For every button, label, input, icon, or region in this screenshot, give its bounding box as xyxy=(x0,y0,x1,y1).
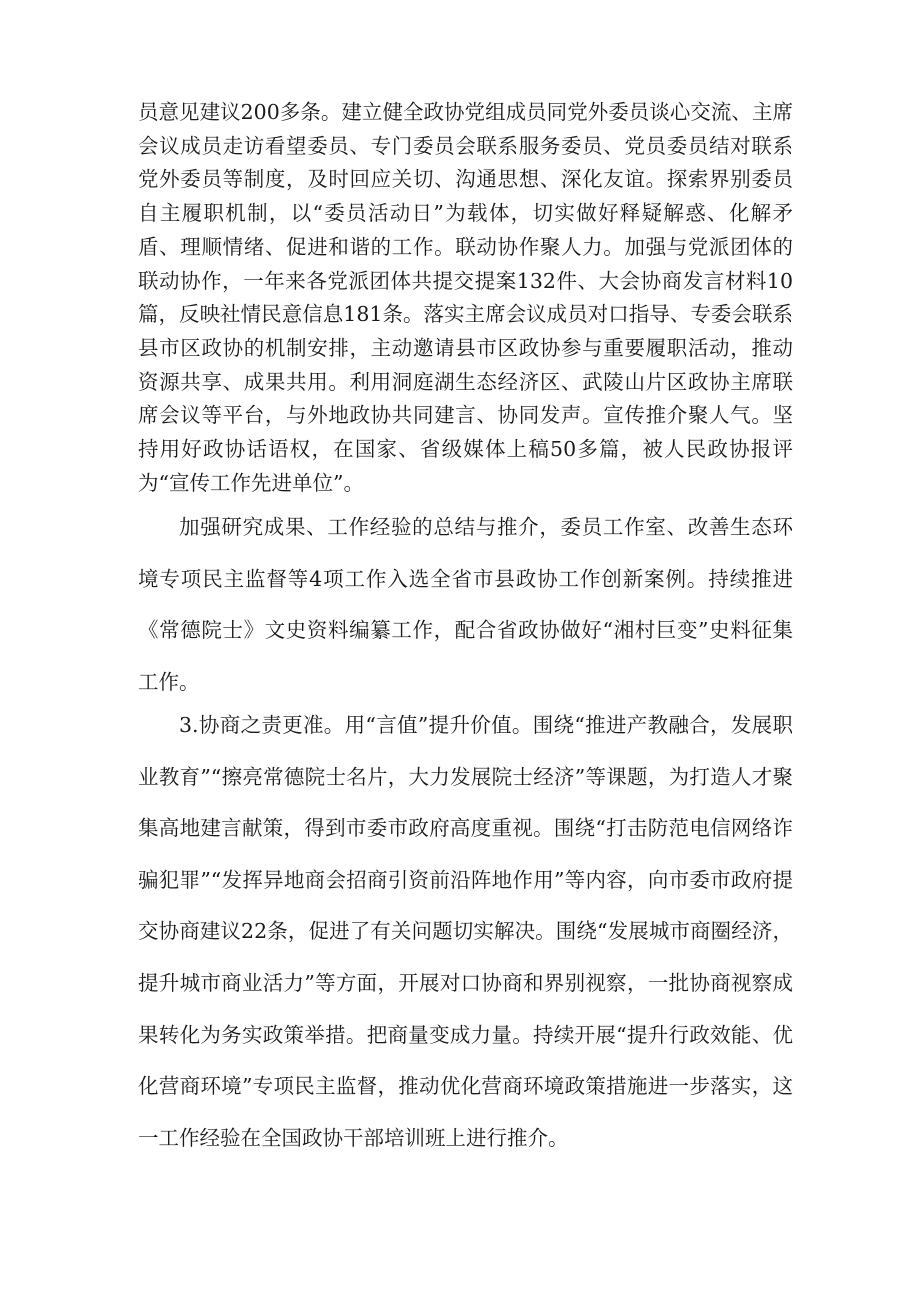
paragraph-research-summary: 加强研究成果、工作经验的总结与推介，委员工作室、改善生态环境专项民主监督等4项工作入选全省市县政协工作创新案例。持续推进《常德院士》文史资料编纂工作，配合省政协做好“湘村巨变”史料征集工作。 xyxy=(138,515,793,694)
paragraph-continued: 员意见建议200多条。建立健全政协党组成员同党外委员谈心交流、主席会议成员走访看望委员、专门委员会联系服务委员、党员委员结对联系党外委员等制度，及时回应关切、沟通思想、深化友谊。探索界别委员自主履职机制，以“委员活动日”为载体，切实做好释疑解惑、化解矛盾、理顺情绪、促进和谐的工作。联动协作聚人力。加强与党派团体的联动协作，一年来各党派团体共提交提案132件、大会协商发言材料10篇，反映社情民意信息181条。落实主席会议成员对口指导、专委会联系县市区政协的机制安排，主动邀请县市区政协参与重要履职活动，推动资源共享、成果共用。利用洞庭湖生态经济区、武陵山片区政协主席联席会议等平台，与外地政协共同建言、协同发声。宣传推介聚人气。坚持用好政协话语权，在国家、省级媒体上稿50多篇，被人民政协报评为“宣传工作先进单位”。 xyxy=(138,100,793,495)
paragraph-consultation: 3.协商之责更准。用“言值”提升价值。围绕“推进产教融合，发展职业教育”“擦亮常德院士名片，大力发展院士经济”等课题，为打造人才聚集高地建言献策，得到市委市政府高度重视。围绕“打击防范电信网络诈骗犯罪”“发挥异地商会招商引资前沿阵地作用”等内容，向市委市政府提交协商建议22条，促进了有关问题切实解决。围绕“发展城市商圈经济，提升城市商业活力”等方面，开展对口协商和界别视察，一批协商视察成果转化为务实政策举措。把商量变成力量。持续开展“提升行政效能、优化营商环境”专项民主监督，推动优化营商环境政策措施进一步落实，这一工作经验在全国政协干部培训班上进行推介。 xyxy=(138,713,793,1150)
